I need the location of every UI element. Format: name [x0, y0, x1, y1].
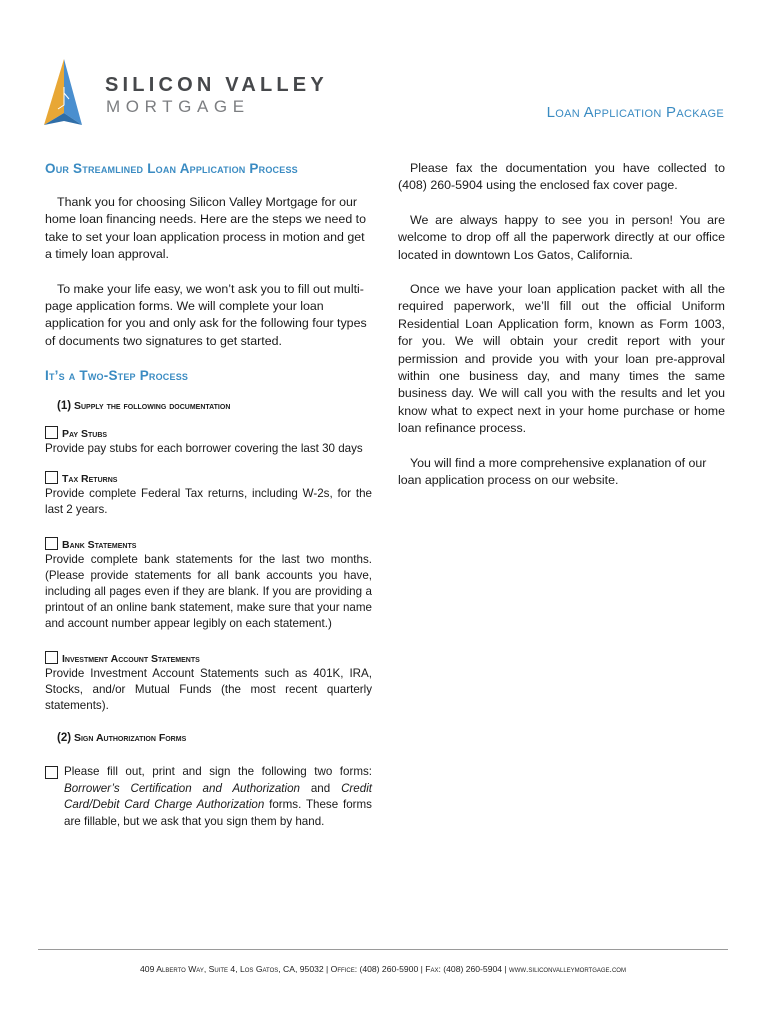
investment-statements-checkbox[interactable] [45, 651, 58, 664]
document-item-tax-returns [45, 469, 372, 518]
document-description: Provide complete Federal Tax returns, including W-2s, for the last 2 years. [45, 487, 372, 517]
document-heading: Tax Returns [62, 473, 118, 486]
step-1-number: (1) [57, 400, 72, 413]
fax-paragraph: Please fax the documentation you have collected to (408) 260-5904 using the enclosed fax cover page. [398, 161, 725, 193]
document-heading: Investment Account Statements [62, 653, 200, 666]
step-1-label: Supply the following documentation [73, 400, 231, 413]
bank-statements-checkbox[interactable] [45, 537, 58, 550]
left-column [45, 160, 372, 830]
footer-contact-info: 409 Alberto Way, Suite 4, Los Gatos, CA, 95032 | Office: (408) 260-5900 | Fax: (408) 260-5904 | www.siliconvalleymortgage.com [140, 964, 626, 974]
document-heading: Bank Statements [62, 539, 137, 552]
document-heading: Pay Stubs [62, 428, 108, 441]
tax-returns-checkbox[interactable] [45, 471, 58, 484]
authorization-joiner: and [300, 781, 342, 795]
step-2-number: (2) [57, 732, 72, 745]
visit-paragraph: We are always happy to see you in person! You are welcome to drop off all the paperwork directly at our office located in downtown Los Gatos, California. [398, 212, 725, 262]
form-name-borrower-certification: Borrower’s Certification and Authorization [64, 781, 300, 795]
logo-mark-icon [44, 59, 82, 125]
document-description: Provide Investment Account Statements such as 401K, IRA, Stocks, and/or Mutual Funds (the most recent quarterly statements). [45, 667, 372, 713]
document-description: Provide complete bank statements for the last two months. (Please provide statements for all bank accounts you have, including all pages even if they are blank. If you are providing a printout of an online bank statement, make sure that your name and account number appear legibly on each statement.) [45, 553, 372, 631]
document-item-investment-statements [45, 649, 372, 714]
brand-name: SILICON VALLEY [105, 74, 328, 96]
website-paragraph: You will find a more comprehensive explanation of our loan application process on our website. [398, 455, 707, 488]
step-2-title [45, 731, 372, 746]
step-1-title [45, 399, 372, 414]
authorization-outro: forms. These forms are fillable, but we ask that you sign them by hand. [64, 798, 372, 828]
intro-paragraph: Thank you for choosing Silicon Valley Mortgage for our home loan financing needs. Here are the steps we need to take to set your loan application process in motion and get a timely loan approval. [45, 195, 366, 262]
brand-subname: MORTGAGE [106, 97, 250, 116]
document-item-pay-stubs [45, 424, 372, 457]
process-paragraph: Once we have your loan application packet with all the required paperwork, we’ll fill out the official Uniform Residential Loan Application form, known as Form 1003, for you. We will obtain your credit report with your permission and provide you with your loan pre-approval within one business day, and many times the same business day. We will call you with the results and let you know what to expect next in your home purchase or home loan refinance process. [398, 282, 725, 436]
intro-paragraph: To make your life easy, we won’t ask you to fill out multi-page application forms. We will complete your loan application for you and only ask for the following four types of documents two signatures to get started. [45, 281, 367, 348]
document-item-bank-statements [45, 535, 372, 632]
footer-divider [38, 949, 728, 950]
authorization-text [64, 764, 372, 830]
right-column [398, 160, 725, 490]
document-description: Provide pay stubs for each borrower covering the last 30 days [45, 442, 363, 456]
authorization-item [45, 764, 372, 830]
form-name-credit-card-authorization: Credit Card/Debit Card Charge Authorization [64, 781, 372, 812]
package-title: Loan Application Package [546, 104, 724, 121]
pay-stubs-checkbox[interactable] [45, 426, 58, 439]
step-2-label: Sign Authorization Forms [73, 732, 187, 745]
section-title: Our Streamlined Loan Application Process [45, 161, 298, 176]
process-title: It’s a Two-Step Process [45, 368, 189, 384]
authorization-intro: Please fill out, print and sign the following two forms: [64, 765, 372, 779]
authorization-checkbox[interactable] [45, 766, 58, 779]
